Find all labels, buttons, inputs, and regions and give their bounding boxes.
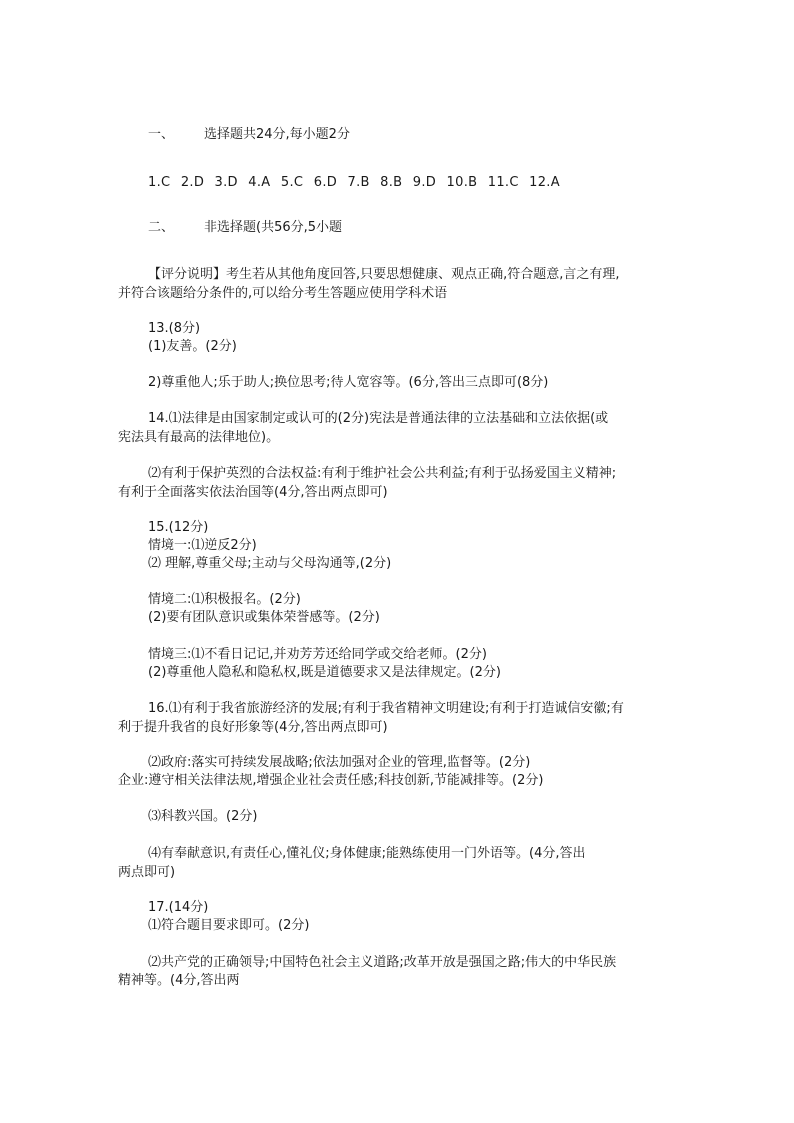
q16-answer-2-line-1: ⑵政府:落实可持续发展战略;依法加强对企业的管理,监督等。(2分): [148, 755, 531, 770]
q16-answer-2-line-2: 企业:遵守相关法律法规,增强企业社会责任感;科技创新,节能减排等。(2分): [118, 773, 544, 788]
section-1-number: 一、: [148, 127, 175, 142]
q15-header: 15.(12分): [148, 520, 209, 535]
section-1-title: 选择题共24分,每小题2分: [204, 127, 350, 142]
scoring-note-line-1: 【评分说明】考生若从其他角度回答,只要思想健康、观点正确,符合题意,言之有理,: [148, 267, 620, 282]
q13-header: 13.(8分): [148, 321, 201, 336]
q16-answer-1-line-2: 利于提升我省的良好形象等(4分,答出两点即可): [118, 720, 388, 735]
q17-answer-1: ⑴符合题目要求即可。(2分): [148, 918, 310, 933]
q17-answer-2-line-1: ⑵共产党的正确领导;中国特色社会主义道路;改革开放是强国之路;伟大的中华民族: [148, 955, 617, 970]
q14-answer-1-line-1: 14.⑴法律是由国家制定或认可的(2分)宪法是普通法律的立法基础和立法依据(或: [148, 411, 609, 426]
q16-answer-4-line-2: 两点即可): [118, 865, 176, 880]
section-2-number: 二、: [148, 220, 175, 235]
q15-scenario-3-line-2: (2)尊重他人隐私和隐私权,既是道德要求又是法律规定。(2分): [148, 665, 501, 680]
section-2-heading: [148, 219, 342, 237]
q14-answer-2-line-2: 有利于全面落实依法治国等(4分,答出两点即可): [118, 485, 388, 500]
q16-answer-4-line-1: ⑷有奉献意识,有责任心,懂礼仪;身体健康;能熟练使用一门外语等。(4分,答出: [148, 846, 586, 861]
q15-scenario-2-line-1: 情境二:⑴积极报名。(2分): [148, 592, 301, 607]
q17-answer-2-line-2: 精神等。(4分,答出两: [118, 973, 240, 988]
q15-scenario-1-line-2: ⑵ 理解,尊重父母;主动与父母沟通等,(2分): [148, 556, 392, 571]
scoring-note-line-2: 并符合该题给分条件的,可以给分考生答题应使用学科术语: [118, 286, 448, 301]
q15-scenario-1-line-1: 情境一:⑴逆反2分): [148, 538, 257, 553]
q13-answer-2: 2)尊重他人;乐于助人;换位思考;待人宽容等。(6分,答出三点即可(8分): [148, 375, 549, 390]
q13-answer-1: (1)友善。(2分): [148, 339, 237, 354]
q14-answer-1-line-2: 宪法具有最高的法律地位)。: [118, 430, 280, 445]
q16-answer-3: ⑶科教兴国。(2分): [148, 809, 258, 824]
section-2-title: 非选择题(共56分,5小题: [204, 220, 343, 235]
choice-answers: 1.C 2.D 3.D 4.A 5.C 6.D 7.B 8.B 9.D 10.B 11.C 12.A: [148, 175, 560, 190]
q15-scenario-2-line-2: (2)要有团队意识或集体荣誉感等。(2分): [148, 610, 380, 625]
q17-header: 17.(14分): [148, 900, 209, 915]
section-1-heading: [148, 126, 350, 144]
q14-answer-2-line-1: ⑵有利于保护英烈的合法权益:有利于维护社会公共利益;有利于弘扬爱国主义精神;: [148, 466, 617, 481]
q15-scenario-3-line-1: 情境三:⑴不看日记记,并劝芳芳还给同学或交给老师。(2分): [148, 647, 487, 662]
q16-answer-1-line-1: 16.⑴有利于我省旅游经济的发展;有利于我省精神文明建设;有利于打造诚信安徽;有: [148, 701, 624, 716]
